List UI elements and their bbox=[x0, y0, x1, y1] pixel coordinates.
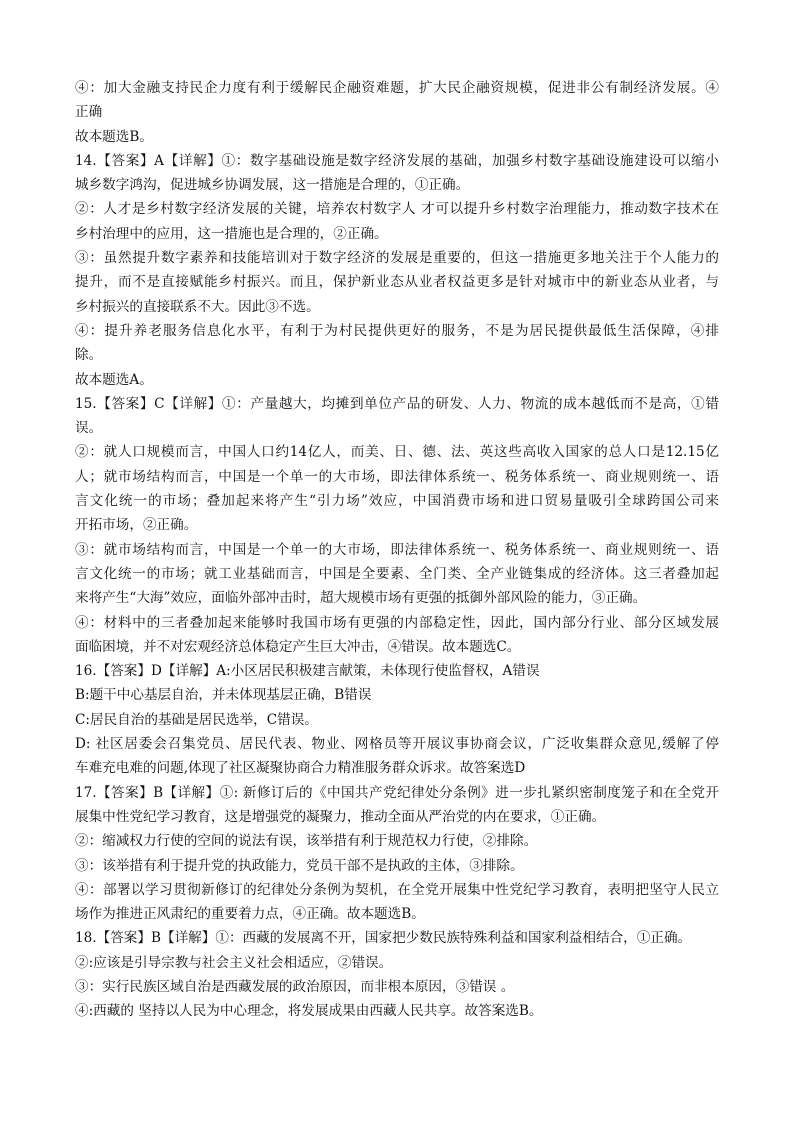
text-line: 场作为推进正风肃纪的重要着力点，④正确。故本题选B。 bbox=[75, 906, 425, 923]
document-body bbox=[75, 76, 719, 1024]
text-line: D: 社区居委会召集党员、居民代表、物业、网格员等开展议事协商会议，广泛收集群众意见,缓解了停 bbox=[75, 736, 719, 753]
text-line: 14.【答案】A【详解】①：数字基础设施是数字经济发展的基础，加强乡村数字基础设施建设可以缩小 bbox=[75, 152, 719, 169]
text-line: 开拓市场，②正确。 bbox=[75, 517, 198, 534]
text-line: 言文化统一的市场；就工业基础而言，中国是全要素、全门类、全产业链集成的经济体。这三者叠加起 bbox=[75, 565, 719, 582]
text-line: 城乡数字鸿沟，促进城乡协调发展，这一措施是合理的，①正确。 bbox=[75, 177, 470, 194]
text-line: ③：该举措有利于提升党的执政能力，党员干部不是执政的主体，③排除。 bbox=[75, 857, 524, 874]
text-line: 17.【答案】B【详解】①: 新修订后的《中国共产党纪律处分条例》进一步扎紧织密制度笼子和在全党开 bbox=[75, 784, 719, 801]
text-line: ④:西藏的 坚持以人民为中心理念，将发展成果由西藏人民共享。故答案选B。 bbox=[75, 1003, 543, 1020]
text-line: ③：就市场结构而言，中国是一个单一的大市场，即法律体系统一、税务体系统一、商业规则统一、语 bbox=[75, 541, 719, 558]
text-line: B:题干中心基层自治，并未体现基层正确，B错误 bbox=[75, 687, 372, 704]
text-line: ③：虽然提升数字素养和技能培训对于数字经济的发展是重要的，但这一措施更多地关注于个人能力的 bbox=[75, 250, 719, 267]
text-line: ④：部署以学习贯彻新修订的纪律处分条例为契机，在全党开展集中性党纪学习教育，表明把坚守人民立 bbox=[75, 881, 719, 898]
text-line: 故本题选A。 bbox=[75, 371, 153, 388]
text-line: 除。 bbox=[75, 347, 103, 364]
text-line: 面临困境，并不对宏观经济总体稳定产生巨大冲击，④错误。故本题选C。 bbox=[75, 638, 521, 655]
text-line: ④：材料中的三者叠加起来能够时我国市场有更强的内部稳定性，因此，国内部分行业、部分区域发展 bbox=[75, 614, 719, 631]
text-line: 乡村振兴的直接联系不大。因此③不选。 bbox=[75, 298, 320, 315]
text-line: 误。 bbox=[75, 420, 103, 437]
text-line: 展集中性党纪学习教育，这是增强党的凝聚力，推动全面从严治党的内在要求，①正确。 bbox=[75, 808, 606, 825]
text-line: ②：就人口规模而言，中国人口约14亿人，而美、日、德、法、英这些高收入国家的总人口是12.15亿 bbox=[75, 444, 719, 461]
text-line: C:居民自治的基础是居民选举，C错误。 bbox=[75, 711, 318, 728]
text-line: 乡村治理中的应用，这一措施也是合理的，②正确。 bbox=[75, 225, 388, 242]
text-line: 15.【答案】C【详解】①：产量越大，均摊到单位产品的研发、人力、物流的成本越低而不是高，①错 bbox=[75, 395, 719, 412]
text-line: 来将产生“大海”效应，面临外部冲击时，超大规模市场有更强的抵御外部风险的能力，③正确。 bbox=[75, 590, 647, 607]
text-line: ③：实行民族区域自治是西藏发展的政治原因，而非根本原因，③错误 。 bbox=[75, 978, 515, 995]
text-line: 正确 bbox=[75, 104, 103, 121]
text-line: 言文化统一的市场；叠加起来将产生“引力场”效应，中国消费市场和进口贸易量吸引全球跨国公司来 bbox=[75, 493, 719, 510]
text-line: ②：缩减权力行使的空间的说法有误，该举措有利于规范权力行使，②排除。 bbox=[75, 833, 538, 850]
text-line: 车难充电难的问题,体现了社区凝聚协商合力精准服务群众诉求。故答案选D bbox=[75, 760, 526, 777]
text-line: 故本题选B。 bbox=[75, 128, 153, 145]
text-line: 18.【答案】B【详解】①：西藏的发展离不开，国家把少数民族特殊利益和国家利益相结合，①正确。 bbox=[75, 930, 692, 947]
text-line: 提升，而不是直接赋能乡村振兴。而且，保护新业态从业者权益更多是针对城市中的新业态从业者，与 bbox=[75, 274, 719, 291]
text-line: ④：提升养老服务信息化水平，有利于为村民提供更好的服务，不是为居民提供最低生活保障，④排 bbox=[75, 322, 719, 339]
text-line: ②:应该是引导宗教与社会主义社会相适应，②错误。 bbox=[75, 954, 393, 971]
text-line: ④：加大金融支持民企力度有利于缓解民企融资难题，扩大民企融资规模，促进非公有制经济发展。④ bbox=[75, 80, 719, 96]
text-line: 16.【答案】D【详解】A:小区居民积极建言献策，未体现行使监督权，A错误 bbox=[75, 663, 540, 680]
text-line: 人；就市场结构而言，中国是一个单一的大市场，即法律体系统一、税务体系统一、商业规则统一、语 bbox=[75, 468, 719, 485]
text-line: ②：人才是乡村数字经济发展的关键，培养农村数字人 才可以提升乡村数字治理能力，推动数字技术在 bbox=[75, 201, 719, 218]
